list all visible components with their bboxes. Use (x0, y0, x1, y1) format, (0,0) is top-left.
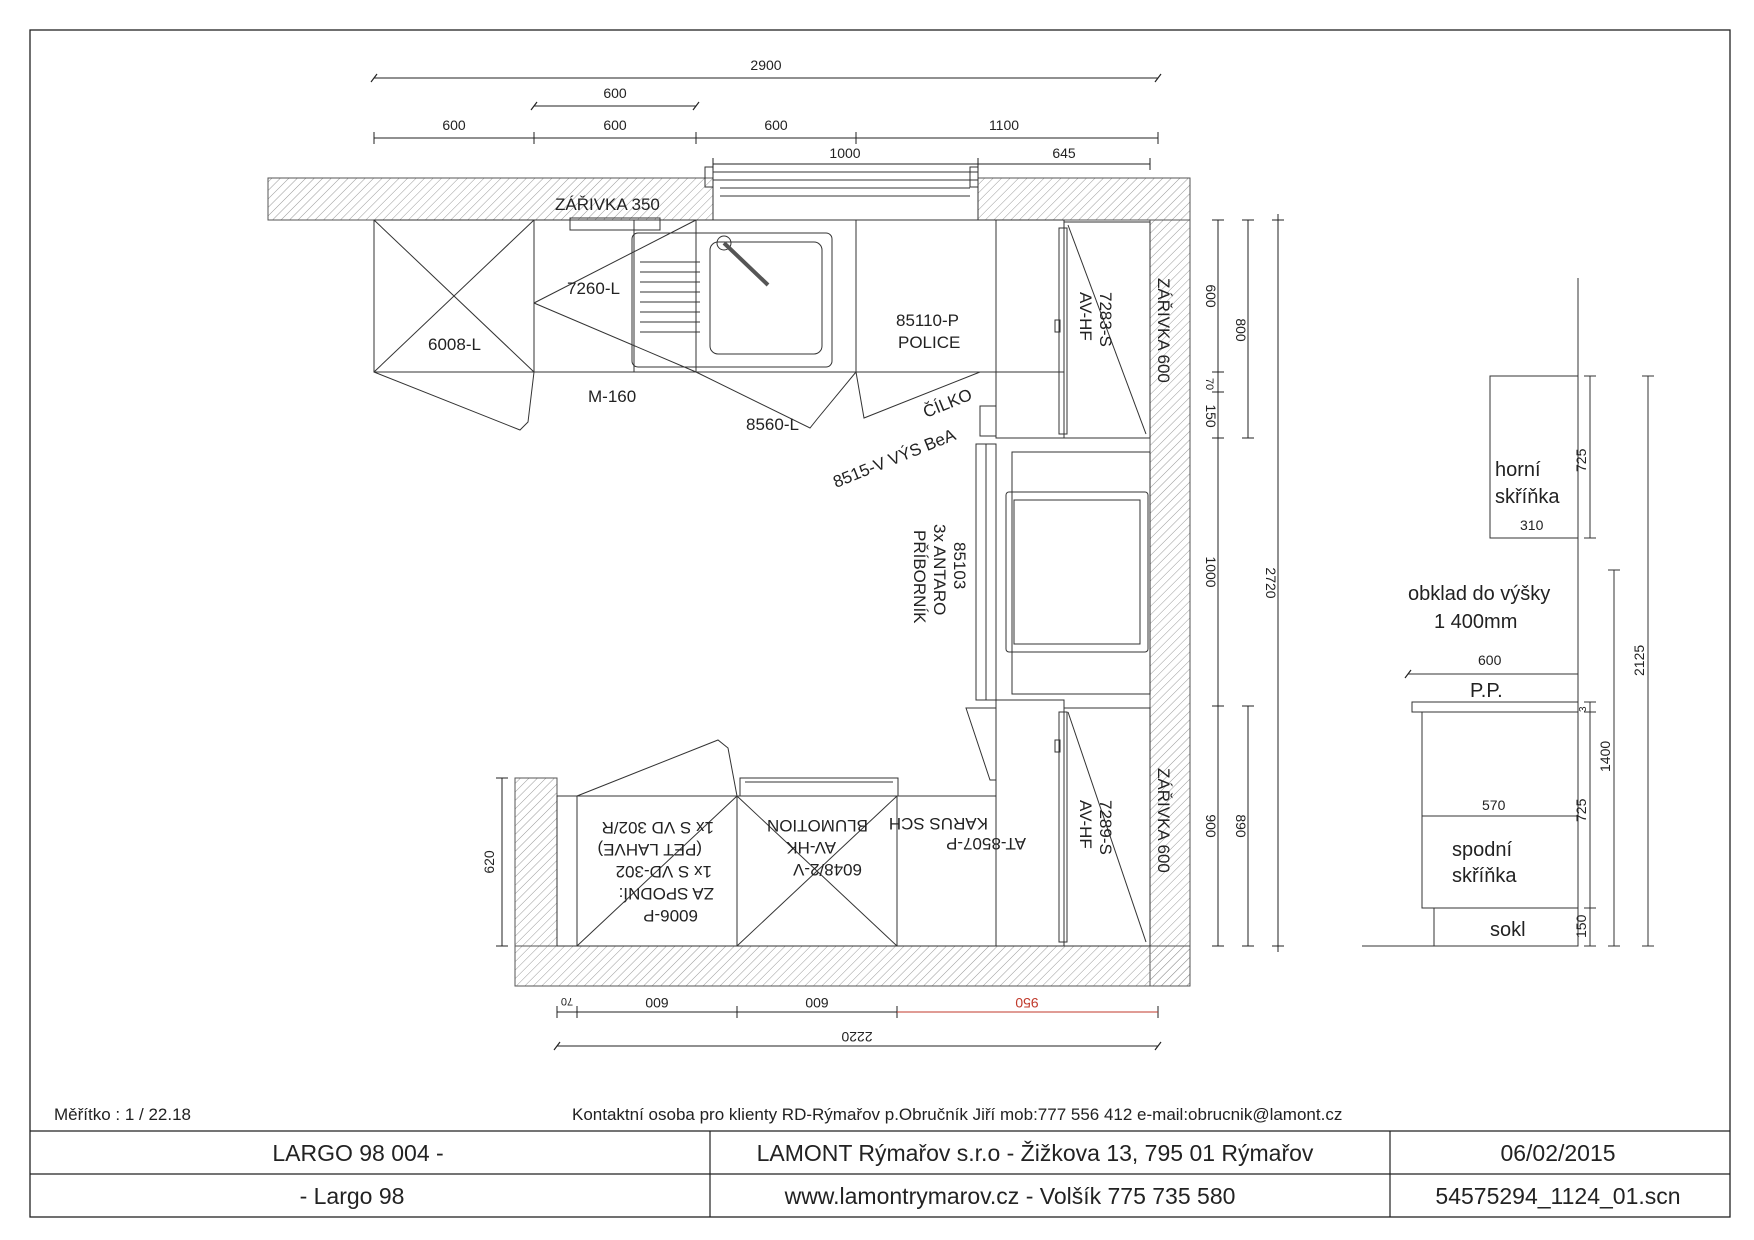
title-company: LAMONT Rýmařov s.r.o - Žižkova 13, 795 01 Rýmařov (756, 1140, 1314, 1166)
elevation-upper-cabinet (1490, 376, 1578, 538)
label-m160: M-160 (588, 387, 637, 406)
elev-tile-height: 1400 (1597, 740, 1613, 772)
label-zarivka-top: ZÁŘIVKA 350 (555, 195, 660, 214)
dim-right-890: 890 (1233, 814, 1249, 838)
dim-right-800: 800 (1233, 318, 1249, 342)
dim-bot-600b: 600 (805, 995, 829, 1011)
label-85110-2: POLICE (898, 333, 961, 352)
label-6006-3: 1x S VD-302 (615, 862, 712, 881)
label-6006-4: (PET LAHVE) (597, 840, 702, 859)
dim-upper-600: 600 (603, 85, 627, 101)
dim-right-600: 600 (1203, 284, 1219, 308)
scale-text: Měřítko : 1 / 22.18 (54, 1105, 192, 1124)
cabinet-top-filler (996, 220, 1064, 372)
dim-bot-70: 70 (560, 995, 574, 1007)
elev-plinth: sokl (1490, 919, 1526, 941)
dim-bot-600a: 600 (645, 995, 669, 1011)
label-6006-1: 6006-P (643, 906, 698, 925)
label-6048-2: AV-HK (786, 838, 836, 857)
label-7289-2: AV-HF (1076, 800, 1095, 849)
label-6048-3: BLUMOTION (766, 816, 868, 835)
label-cilko: ČÍLKO (920, 384, 975, 422)
title-file: 54575294_1124_01.scn (1435, 1183, 1681, 1209)
label-at8507-2: KARUS SCH (888, 814, 988, 833)
title-subtitle: - Largo 98 (299, 1183, 405, 1209)
wall-top-right (978, 178, 1190, 220)
walls (268, 178, 1190, 986)
elev-tile-2: 1 400mm (1434, 611, 1518, 633)
elevation-worktop (1412, 702, 1578, 712)
dim-right-900: 900 (1203, 814, 1219, 838)
wall-bottom (515, 946, 1190, 986)
elev-plinth-height: 150 (1573, 914, 1589, 938)
label-6006-5: 1x S VD 302/R (601, 818, 714, 837)
elev-total-height: 2125 (1631, 644, 1647, 676)
dim-bot-950: 950 (1015, 995, 1039, 1011)
dim-600-b: 600 (603, 117, 627, 133)
right-run (966, 372, 1150, 946)
dim-total-right: 2720 (1263, 567, 1279, 599)
label-7283-2: AV-HF (1076, 292, 1095, 341)
wall-left-stub (515, 778, 557, 946)
elev-upper-height: 725 (1573, 448, 1589, 472)
label-6048-1: 6048/2-V (793, 860, 862, 879)
label-6008: 6008-L (428, 335, 481, 354)
elev-upper-2: skříňka (1495, 486, 1560, 508)
title-project: LARGO 98 004 - (272, 1140, 444, 1166)
hob (740, 778, 898, 796)
label-7289-1: 7289-S (1096, 800, 1115, 855)
elev-lower-height: 725 (1573, 798, 1589, 822)
dim-right-150: 150 (1203, 404, 1219, 428)
elev-tile-1: obklad do výšky (1408, 583, 1551, 605)
dim-total-top: 2900 (750, 57, 782, 73)
elev-upper-1: horní (1495, 459, 1541, 481)
label-7260: 7260-L (567, 279, 620, 298)
window (705, 167, 978, 220)
dim-right-70: 70 (1203, 377, 1215, 391)
elev-worktop-label: P.P. (1470, 680, 1503, 702)
elev-worktop-depth: 600 (1478, 652, 1502, 668)
dim-600-c: 600 (764, 117, 788, 133)
dim-600-a: 600 (442, 117, 466, 133)
filler-corner (996, 372, 1064, 438)
label-8515: 8515-V VÝS BeA (830, 425, 959, 492)
label-6006-2: ZA SPODNÍ: (618, 884, 714, 903)
contact-text: Kontaktní osoba pro klienty RD-Rýmařov p.Obručník Jiří mob:777 556 412 e-mail:obrucnik@lamont.cz (572, 1105, 1343, 1124)
dim-bot-total: 2220 (841, 1029, 873, 1045)
elev-lower-1: spodní (1452, 839, 1513, 861)
top-run (374, 218, 1150, 438)
elev-lower-depth: 570 (1482, 797, 1506, 813)
label-at8507-1: AT-8507-P (945, 834, 1026, 853)
label-85103-3: PŘÍBORNÍK (910, 530, 929, 624)
dim-right-1000: 1000 (1203, 556, 1219, 588)
label-85103-1: 85103 (950, 542, 969, 590)
elev-upper-depth: 310 (1520, 517, 1544, 533)
label-7283-1: 7283-S (1096, 292, 1115, 347)
oven-tall (1012, 452, 1150, 694)
dim-left-620: 620 (481, 850, 497, 874)
dim-window: 1000 (829, 145, 861, 161)
label-zarivka-right-bottom: ZÁŘIVKA 600 (1154, 768, 1173, 873)
dim-1100: 1100 (988, 117, 1020, 133)
label-zarivka-right-top: ZÁŘIVKA 600 (1154, 278, 1173, 383)
label-85103-2: 3x ANTARO (930, 524, 949, 616)
elev-lower-2: skříňka (1452, 865, 1517, 887)
elev-worktop-thk: 3 (1578, 706, 1589, 712)
label-8560: 8560-L (746, 415, 799, 434)
filler-bottom-right (996, 700, 1064, 946)
elevation-labels (1408, 448, 1647, 941)
title-web: www.lamontrymarov.cz - Volšík 775 735 580 (784, 1183, 1236, 1209)
cabinet-6006-panel (557, 796, 577, 946)
title-date: 06/02/2015 (1500, 1140, 1616, 1166)
dim-window-right: 645 (1052, 145, 1076, 161)
cilko-panel (980, 406, 996, 436)
sink-bowl (710, 242, 822, 354)
label-85110-1: 85110-P (896, 311, 960, 330)
